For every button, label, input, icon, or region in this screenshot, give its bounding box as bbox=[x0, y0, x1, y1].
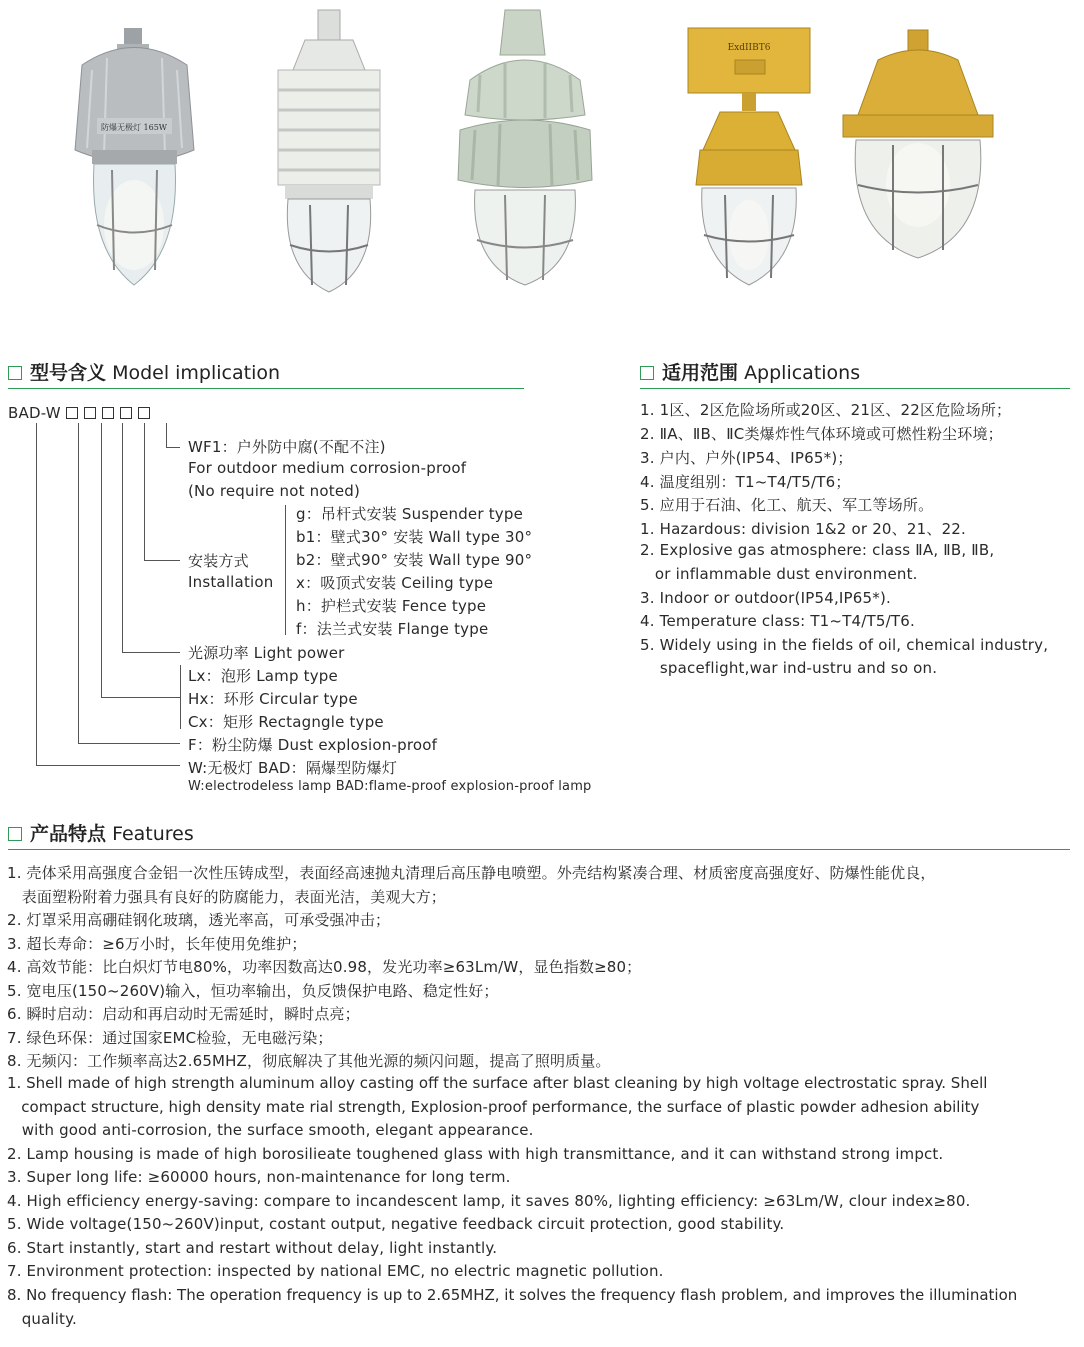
feature-line: 1. Shell made of high strength aluminum alloy casting off the surface after blast cleaning by high voltage electrostatic spray. Shell bbox=[7, 1074, 988, 1092]
bracket-tick-wf1 bbox=[166, 447, 180, 448]
application-line: 5. 应用于石油、化工、航天、军工等场所。 bbox=[640, 496, 934, 514]
feature-line: with good anti-corrosion, the surface smooth, elegant appearance. bbox=[7, 1121, 534, 1139]
light-power: 光源功率 Light power bbox=[188, 644, 345, 662]
bracket-line-install bbox=[144, 423, 145, 560]
bracket-line-f bbox=[78, 423, 79, 743]
application-line: or inflammable dust environment. bbox=[640, 565, 918, 583]
application-line: 2. ⅡA、ⅡB、ⅡC类爆炸性气体环境或可燃性粉尘环境； bbox=[640, 425, 1003, 443]
application-line: 1. 1区、2区危险场所或20区、21区、22区危险场所； bbox=[640, 401, 1012, 419]
feature-line: 3. Super long life: ≥60000 hours, non-maintenance for long term. bbox=[7, 1168, 511, 1186]
feature-line: 7. Environment protection: inspected by national EMC, no electric magnetic pollution. bbox=[7, 1262, 664, 1280]
model-section-rule bbox=[8, 388, 524, 389]
bracket-vert-lamptype bbox=[180, 665, 181, 729]
install-option: h：护栏式安装 Fence type bbox=[296, 597, 487, 615]
application-line: 5. Widely using in the fields of oil, chemical industry, bbox=[640, 636, 1049, 654]
wf1-line2: For outdoor medium corrosion-proof bbox=[188, 459, 467, 477]
bracket-line-w bbox=[36, 423, 37, 765]
application-line: 4. 温度组别：T1~T4/T5/T6； bbox=[640, 473, 851, 491]
feature-line: 2. Lamp housing is made of high borosilieate toughened glass with high transmittance, and it can withstand strong impct. bbox=[7, 1145, 944, 1163]
install-option: f：法兰式安装 Flange type bbox=[296, 620, 489, 638]
feature-line: 6. 瞬时启动：启动和再启动时无需延时，瞬时点亮； bbox=[7, 1005, 360, 1023]
bracket-tick-install bbox=[144, 560, 180, 561]
dust-proof: F：粉尘防爆 Dust explosion-proof bbox=[188, 736, 438, 754]
bracket-tick-power bbox=[122, 652, 180, 653]
install-option: x：吸顶式安装 Ceiling type bbox=[296, 574, 494, 592]
feature-line: 8. No frequency flash: The operation frequency is up to 2.65MHZ, it solves the frequency flash problem, and improves the illumination bbox=[7, 1286, 1018, 1304]
lamp-1-label: 防爆无极灯 165W bbox=[100, 123, 168, 132]
install-label-cn: 安装方式 bbox=[188, 552, 249, 570]
install-label-en: Installation bbox=[188, 573, 274, 591]
features-section-title: 产品特点 Features bbox=[8, 819, 194, 846]
bracket-line-power bbox=[122, 423, 123, 652]
lamp-type-hx: Hx：环形 Circular type bbox=[188, 690, 358, 708]
bracket-tick-f bbox=[78, 743, 180, 744]
bracket-tick-w bbox=[36, 765, 180, 766]
feature-line: 1. 壳体采用高强度合金铝一次性压铸成型，表面经高速抛丸清理后高压静电喷塑。外壳结构紧凑合理、材质密度高强度好、防爆性能优良， bbox=[7, 864, 936, 882]
applications-section-rule bbox=[640, 388, 1070, 389]
feature-line: 5. Wide voltage(150~260V)input, costant output, negative feedback circuit protection, good stability. bbox=[7, 1215, 785, 1233]
lamp-4-label: ExdIIBT6 bbox=[727, 43, 771, 53]
application-line: spaceflight,war ind-ustru and so on. bbox=[640, 659, 938, 677]
feature-line: 7. 绿色环保：通过国家EMC检验，无电磁污染； bbox=[7, 1029, 333, 1047]
application-line: 3. 户内、户外(IP54、IP65*)； bbox=[640, 449, 853, 467]
feature-line: 5. 宽电压(150~260V)输入，恒功率输出，负反馈保护电路、稳定性好； bbox=[7, 982, 499, 1000]
bracket-vert-install bbox=[285, 505, 286, 635]
feature-line: quality. bbox=[7, 1310, 77, 1328]
model-section-title: 型号含义 Model implication bbox=[8, 358, 280, 385]
lamp-type-cx: Cx：矩形 Rectagngle type bbox=[188, 713, 384, 731]
application-line: 2. Explosive gas atmosphere: class ⅡA, ⅡB, ⅡB, bbox=[640, 541, 995, 559]
feature-line: 3. 超长寿命：≥6万小时，长年使用免维护； bbox=[7, 935, 307, 953]
section-bullet-icon bbox=[640, 366, 654, 380]
lamp-type-lx: Lx：泡形 Lamp type bbox=[188, 667, 338, 685]
product-photo-yellow-junction bbox=[680, 0, 820, 300]
section-bullet-icon bbox=[8, 366, 22, 380]
feature-line: 8. 无频闪：工作频率高达2.65MHZ，彻底解决了其他光源的频闪问题，提高了照明质量。 bbox=[7, 1052, 611, 1070]
product-photo-yellow-dome bbox=[838, 0, 998, 300]
product-photo-white-finned bbox=[270, 0, 388, 300]
w-bad-note: W:electrodeless lamp BAD:flame-proof explosion-proof lamp bbox=[188, 779, 592, 794]
section-bullet-icon bbox=[8, 827, 22, 841]
wf1-line1: WF1：户外防中腐(不配不注) bbox=[188, 438, 386, 456]
bracket-tick-lamptype bbox=[101, 697, 180, 698]
install-option: b2：壁式90° 安装 Wall type 90° bbox=[296, 551, 533, 569]
product-photo-green-stacked bbox=[450, 0, 600, 300]
install-option: g：吊杆式安装 Suspender type bbox=[296, 505, 523, 523]
install-option: b1：壁式30° 安装 Wall type 30° bbox=[296, 528, 533, 546]
feature-line: 6. Start instantly, start and restart without delay, light instantly. bbox=[7, 1239, 498, 1257]
feature-line: compact structure, high density mate rial strength, Explosion-proof performance, the surface of plastic powder adhesion ability bbox=[7, 1098, 980, 1116]
bracket-line-lamptype bbox=[101, 423, 102, 697]
applications-section-title: 适用范围 Applications bbox=[640, 358, 860, 385]
w-bad-line: W:无极灯 BAD：隔爆型防爆灯 bbox=[188, 759, 398, 777]
feature-line: 4. High efficiency energy-saving: compare to incandescent lamp, it saves 80%, lighting efficiency: ≥63Lm/W, clour index≥80. bbox=[7, 1192, 971, 1210]
application-line: 4. Temperature class: T1~T4/T5/T6. bbox=[640, 612, 915, 630]
application-line: 3. Indoor or outdoor(IP54,IP65*). bbox=[640, 589, 891, 607]
feature-line: 4. 高效节能：比白炽灯节电80%，功率因数高达0.98，发光功率≥63Lm/W，显色指数≥80； bbox=[7, 958, 642, 976]
features-section-rule bbox=[8, 849, 1070, 850]
bracket-line-wf1 bbox=[166, 423, 167, 447]
feature-line: 表面塑粉附着力强具有良好的防腐能力，表面光洁，美观大方； bbox=[7, 888, 446, 906]
application-line: 1. Hazardous: division 1&2 or 20、21、22. bbox=[640, 520, 967, 538]
feature-line: 2. 灯罩采用高硼硅钢化玻璃，透光率高，可承受强冲击； bbox=[7, 911, 391, 929]
model-code: BAD-W bbox=[8, 404, 156, 422]
wf1-line3: (No require not noted) bbox=[188, 482, 361, 500]
product-photo-gray-ovoid bbox=[62, 0, 207, 300]
